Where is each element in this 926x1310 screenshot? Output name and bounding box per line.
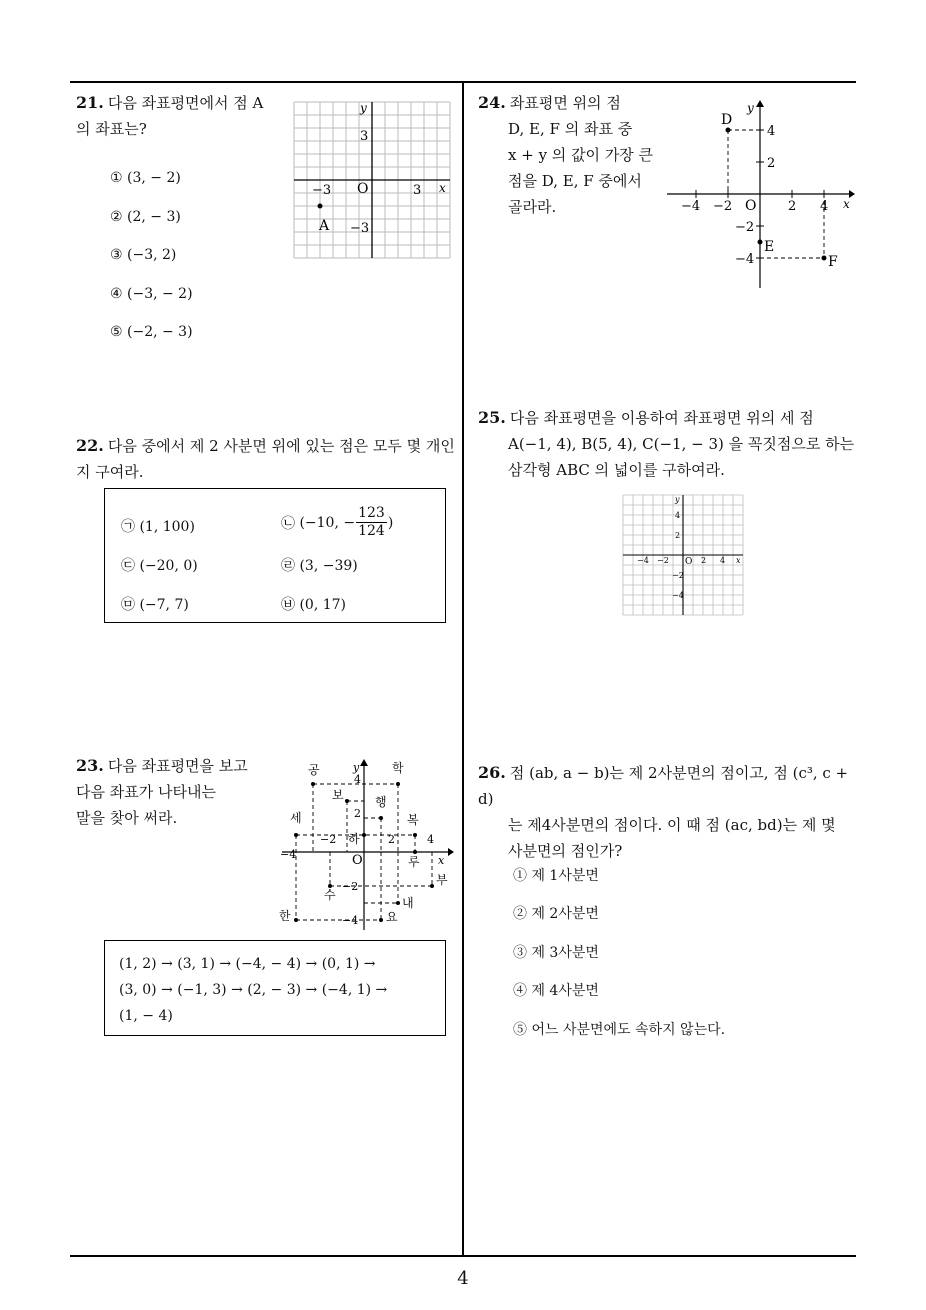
ytick-3: 3 [360,129,369,144]
svg-text:학: 학 [392,761,404,775]
y-axis-arrow [360,759,368,766]
x-axis-arrow [448,848,454,856]
svg-text:한: 한 [279,909,291,923]
x-axis-label: x [736,556,741,565]
origin-label: O [685,557,693,567]
q22-item-4: ㉣ (3, −39) [281,558,358,574]
ytick-4: 4 [354,773,361,786]
xtick-m2: −2 [320,833,337,846]
q21-option-1[interactable]: ① (3, − 2) [110,170,181,186]
ytick-m4: −4 [342,914,359,927]
xtick-m3: −3 [312,183,332,198]
ytick-4: 4 [675,511,681,520]
q22-stem: 22. 다음 중에서 제 2 사분면 위에 있는 점은 모두 몇 개인 지 구여라. [76,436,455,481]
q24-stem: 24. 좌표평면 위의 점 D, E, F 의 좌표 중 x + y 의 값이 가장 큰 점을 D, E, F 중에서 골라라. [478,93,654,216]
xtick-4: 4 [720,556,726,565]
q22-item-1: ㉠ (1, 100) [121,519,195,535]
ytick-m4: −4 [672,591,684,600]
svg-text:루: 루 [408,855,420,869]
question-number: 21. [76,93,104,112]
q21-option-2[interactable]: ② (2, − 3) [110,209,181,225]
q22-choice-box [104,488,446,623]
xtick-3: 3 [413,183,422,198]
svg-text:복: 복 [407,813,419,827]
page-number: 4 [457,1268,469,1289]
ytick-m4: −4 [735,252,755,267]
q23-answer-box [104,940,446,1036]
q22-item-5: ㉤ (−7, 7) [121,597,189,613]
svg-text:요: 요 [386,910,398,924]
q24-coordinate-graph [665,98,855,292]
xtick-m4: −4 [280,848,297,861]
svg-text:내: 내 [402,896,414,910]
xtick-2: 2 [788,199,797,214]
svg-text:보: 보 [332,788,344,802]
y-axis-label: y [353,761,360,774]
q21-option-5[interactable]: ⑤ (−2, − 3) [110,324,193,340]
xtick-m2: −2 [713,199,733,214]
q26-option-1[interactable]: ① 제 1사분면 [513,868,599,884]
q22-item-6: ㉥ (0, 17) [281,597,346,613]
column-divider [462,82,464,1256]
xtick-m4: −4 [637,556,649,565]
question-number: 24. [478,93,506,112]
point-e [758,240,763,245]
point-a-label: A [319,218,330,234]
q23-coordinate-graph [278,758,456,934]
xtick-2: 2 [701,556,707,565]
y-axis-arrow [756,100,764,107]
q25-coordinate-graph [622,494,744,616]
point-e-label: E [764,239,775,255]
xtick-4: 4 [820,199,829,214]
x-axis-label: x [439,181,446,195]
ytick-m2: −2 [735,220,755,235]
xtick-2: 2 [388,833,395,846]
point-d-label: D [721,112,733,128]
svg-text:수: 수 [324,888,336,902]
point-f [822,256,827,261]
xtick-4: 4 [427,833,434,846]
q26-option-3[interactable]: ③ 제 3사분면 [513,945,599,961]
fraction: $\frac{123}{124}$ [358,505,385,539]
ytick-m2: −2 [672,571,684,580]
point-f-label: F [828,254,838,270]
svg-text:세: 세 [290,811,302,825]
x-axis-label: x [438,854,445,867]
ytick-4: 4 [767,124,776,139]
ytick-m3: −3 [350,221,370,236]
y-axis-label: y [360,101,367,115]
x-axis-label: x [843,197,850,211]
origin-label: O [745,198,757,214]
question-number: 23. [76,756,104,775]
y-axis-label: y [675,495,680,504]
q21-stem: 21. 다음 좌표평면에서 점 A 의 좌표는? [76,93,264,138]
ytick-2: 2 [675,531,681,540]
q22-item-2: ㉡ (−10, − $\frac{123}{124}$ ) [281,505,394,539]
ytick-2: 2 [354,807,361,820]
point-d [726,128,731,133]
q26-option-4[interactable]: ④ 제 4사분면 [513,983,599,999]
q25-stem: 25. 다음 좌표평면을 이용하여 좌표평면 위의 세 점 A(−1, 4), B(5, 4), C(−1, − 3) 을 꼭짓점으로 하는 삼각형 ABC 의 넓이를 구하여라. [478,408,855,479]
q21-option-3[interactable]: ③ (−3, 2) [110,247,177,263]
svg-text:부: 부 [436,873,448,887]
q26-option-2[interactable]: ② 제 2사분면 [513,906,599,922]
svg-text:행: 행 [375,795,387,809]
box-line-1: (1, 2) → (3, 1) → (−4, − 4) → (0, 1) → [119,956,376,972]
question-number: 26. [478,763,506,782]
q22-item-3: ㉢ (−20, 0) [121,558,198,574]
origin-label: O [357,181,369,197]
q23-stem: 23. 다음 좌표평면을 보고 다음 좌표가 나타내는 말을 찾아 써라. [76,756,248,827]
ytick-m2: −2 [342,880,359,893]
svg-text:하: 하 [348,832,360,846]
box-line-3: (1, − 4) [119,1008,173,1024]
question-number: 22. [76,436,104,455]
xtick-m4: −4 [681,199,701,214]
ytick-2: 2 [767,156,776,171]
origin-label: O [352,853,363,868]
svg-text:공: 공 [308,763,320,777]
box-line-2: (3, 0) → (−1, 3) → (2, − 3) → (−4, 1) → [119,982,388,998]
point-a [318,204,323,209]
q26-option-5[interactable]: ⑤ 어느 사분면에도 속하지 않는다. [513,1022,726,1038]
y-axis-label: y [747,101,754,115]
xtick-m2: −2 [657,556,669,565]
q21-option-4[interactable]: ④ (−3, − 2) [110,286,193,302]
question-number: 25. [478,408,506,427]
q21-coordinate-graph [290,98,452,260]
q26-stem: 26. 점 (ab, a − b)는 제 2사분면의 점이고, 점 (c³, c + d) 는 제4사분면의 점이다. 이 때 점 (ac, bd)는 제 몇 사분면의 점인가? [478,763,849,860]
x-axis-arrow [849,190,855,198]
